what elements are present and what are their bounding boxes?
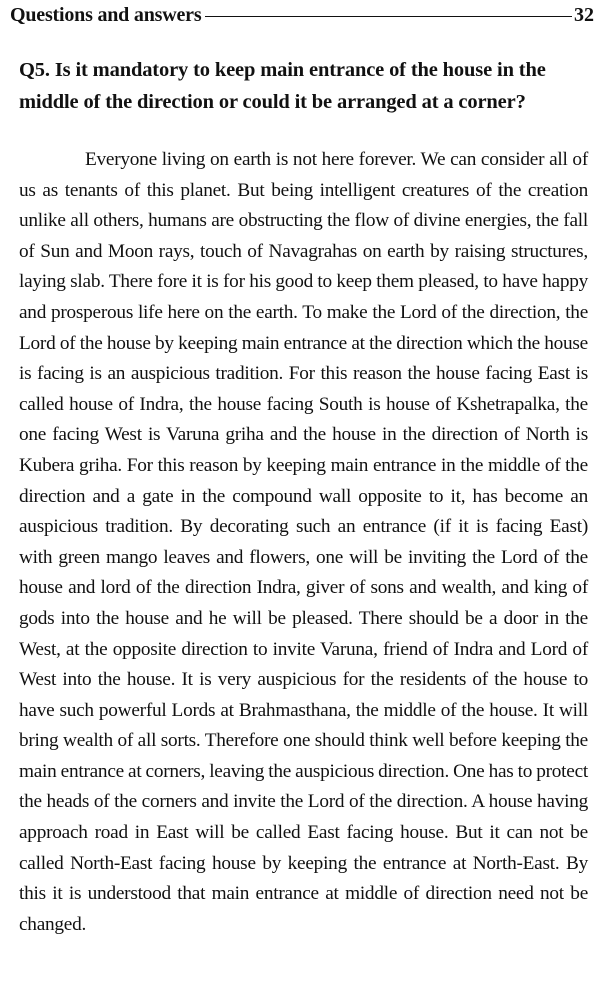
header-rule bbox=[205, 16, 572, 17]
question-heading: Q5. Is it mandatory to keep main entrance of the house in the middle of the direction or could it be arranged at a corner? bbox=[19, 59, 546, 113]
answer-paragraph: Everyone living on earth is not here forever. We can consider all of us as tenants of this planet. But being intelligent creatures of the creation unlike all others, humans are obstructing the flow of divine energies, the fall of Sun and Moon rays, touch of Navagrahas on earth by raising structures, laying slab. There fore it is for his good to keep them pleased, to have happy and prosperous life here on the earth. To make the Lord of the direction, the Lord of the house by keeping main entrance at the direction which the house is facing is an auspicious tradition. For this reason the house facing East is called house of Indra, the house facing South is house of Kshetrapalka, the one facing West is Varuna griha and the house in the direction of North is Kubera griha. For this reason by keeping main entrance in the middle of the direction and a gate in the compound wall opposite to it, has become an auspicious tradition. By decorating such an entrance (if it is facing East) with green mango leaves and flowers, one will be inviting the Lord of the house and lord of the direction Indra, giver of sons and wealth, and king of gods into the house and he will be pleased. There should be a door in the West, at the opposite direction to invite Varuna, friend of Indra and Lord of West into the house. It is very auspicious for the residents of the house to have such powerful Lords at Brahmasthana, the middle of the house. It will bring wealth of all sorts. Therefore one should think well before keeping the main entrance at corners, leaving the auspicious direction. One has to protect the heads of the corners and invite the Lord of the direction. A house having approach road in East will be called East facing house. But it can not be called North-East facing house by keeping the entrance at North-East. By this it is understood that main entrance at middle of direction need not be changed. bbox=[19, 149, 588, 935]
running-title: Questions and answers bbox=[10, 3, 202, 26]
running-header bbox=[10, 2, 594, 28]
page-number: 32 bbox=[574, 3, 594, 26]
